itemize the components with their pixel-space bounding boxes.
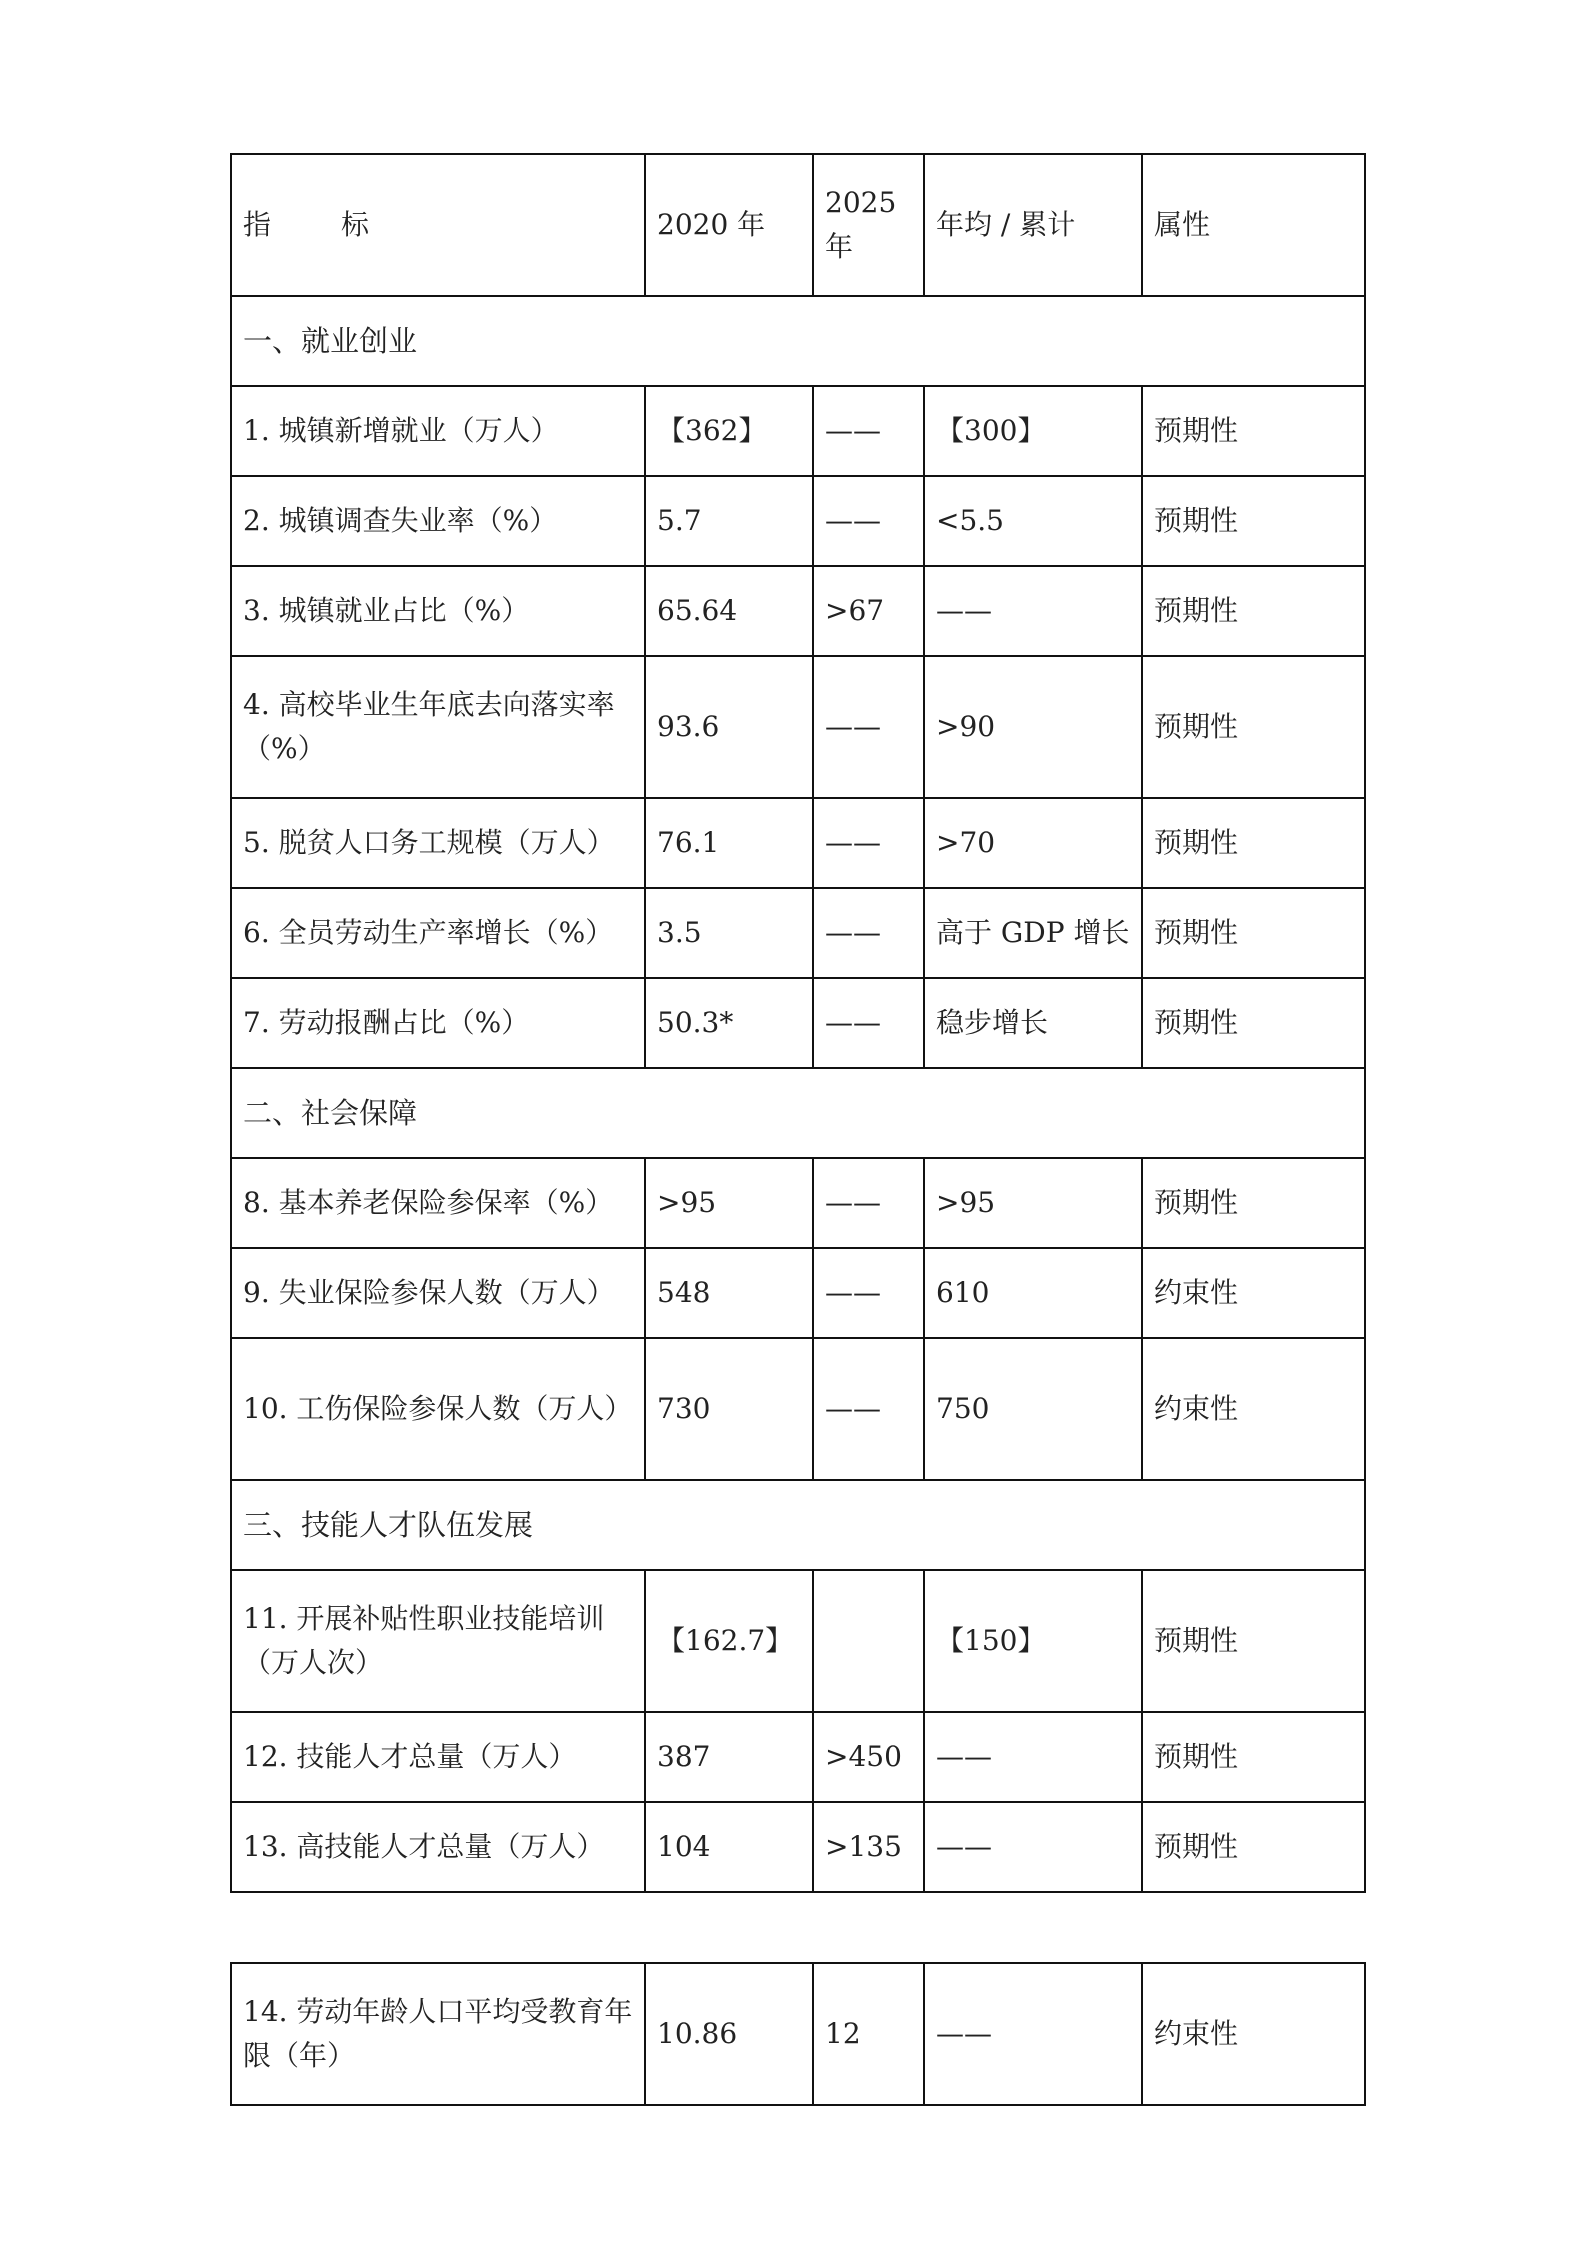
table-row — [231, 476, 1365, 566]
table-row — [231, 798, 1365, 888]
row-annual-value: <5.5 — [924, 476, 1142, 566]
indicator-table-continued — [230, 1962, 1366, 2106]
row-2020-value: 76.1 — [645, 798, 813, 888]
row-attribute: 预期性 — [1142, 386, 1365, 476]
row-annual-value: —— — [924, 566, 1142, 656]
section-row — [231, 1068, 1365, 1158]
row-2020-value: 10.86 — [645, 1963, 813, 2105]
row-indicator-name: 2. 城镇调查失业率（%） — [231, 476, 645, 566]
indicator-table — [230, 153, 1366, 1893]
row-annual-value: —— — [924, 1963, 1142, 2105]
row-2020-value: 104 — [645, 1802, 813, 1892]
row-attribute: 约束性 — [1142, 1338, 1365, 1480]
table-row — [231, 1570, 1365, 1712]
row-2020-value: 93.6 — [645, 656, 813, 798]
row-annual-value: —— — [924, 1712, 1142, 1802]
row-attribute: 预期性 — [1142, 1802, 1365, 1892]
row-annual-value: 610 — [924, 1248, 1142, 1338]
table-row — [231, 1963, 1365, 2105]
row-2025-value: 12 — [813, 1963, 924, 2105]
table-row — [231, 888, 1365, 978]
row-annual-value: >90 — [924, 656, 1142, 798]
row-2025-value: —— — [813, 888, 924, 978]
row-2025-value: >135 — [813, 1802, 924, 1892]
section-row — [231, 1480, 1365, 1570]
row-indicator-name: 11. 开展补贴性职业技能培训（万人次） — [231, 1570, 645, 1712]
row-annual-value: 【300】 — [924, 386, 1142, 476]
row-indicator-name: 7. 劳动报酬占比（%） — [231, 978, 645, 1068]
row-attribute: 约束性 — [1142, 1248, 1365, 1338]
row-2025-value — [813, 1570, 924, 1712]
row-attribute: 预期性 — [1142, 476, 1365, 566]
table-row — [231, 1248, 1365, 1338]
row-indicator-name: 5. 脱贫人口务工规模（万人） — [231, 798, 645, 888]
table-row — [231, 386, 1365, 476]
row-2020-value: 【362】 — [645, 386, 813, 476]
row-2025-value: —— — [813, 1158, 924, 1248]
row-2020-value: 65.64 — [645, 566, 813, 656]
header-2020: 2020 年 — [645, 154, 813, 296]
row-indicator-name: 6. 全员劳动生产率增长（%） — [231, 888, 645, 978]
section-row — [231, 296, 1365, 386]
table-row — [231, 656, 1365, 798]
header-indicator — [231, 154, 645, 296]
row-2025-value: —— — [813, 1248, 924, 1338]
row-2025-value: —— — [813, 798, 924, 888]
row-attribute: 预期性 — [1142, 1712, 1365, 1802]
row-indicator-name: 10. 工伤保险参保人数（万人） — [231, 1338, 645, 1480]
row-2020-value: 3.5 — [645, 888, 813, 978]
row-indicator-name: 1. 城镇新增就业（万人） — [231, 386, 645, 476]
row-2025-value: —— — [813, 1338, 924, 1480]
table-row — [231, 1712, 1365, 1802]
table-row — [231, 978, 1365, 1068]
row-2025-value: >67 — [813, 566, 924, 656]
table-row — [231, 1338, 1365, 1480]
table-row — [231, 1158, 1365, 1248]
row-annual-value: 【150】 — [924, 1570, 1142, 1712]
row-2025-value: >450 — [813, 1712, 924, 1802]
row-indicator-name: 8. 基本养老保险参保率（%） — [231, 1158, 645, 1248]
row-indicator-name: 3. 城镇就业占比（%） — [231, 566, 645, 656]
table-header-row — [231, 154, 1365, 296]
row-annual-value: 750 — [924, 1338, 1142, 1480]
row-2020-value: 【162.7】 — [645, 1570, 813, 1712]
row-2020-value: 387 — [645, 1712, 813, 1802]
row-annual-value: >70 — [924, 798, 1142, 888]
row-2025-value: —— — [813, 476, 924, 566]
row-indicator-name: 4. 高校毕业生年底去向落实率（%） — [231, 656, 645, 798]
row-2020-value: 5.7 — [645, 476, 813, 566]
row-2025-value: —— — [813, 656, 924, 798]
row-attribute: 预期性 — [1142, 1570, 1365, 1712]
row-annual-value: >95 — [924, 1158, 1142, 1248]
row-attribute: 约束性 — [1142, 1963, 1365, 2105]
header-indicator-char-2: 标 — [341, 208, 370, 241]
table-row — [231, 566, 1365, 656]
header-annual-cumulative: 年均 / 累计 — [924, 154, 1142, 296]
row-2020-value: 50.3* — [645, 978, 813, 1068]
row-attribute: 预期性 — [1142, 1158, 1365, 1248]
row-indicator-name: 14. 劳动年龄人口平均受教育年限（年） — [231, 1963, 645, 2105]
row-annual-value: —— — [924, 1802, 1142, 1892]
section-title-skilled-talent: 三、技能人才队伍发展 — [231, 1480, 1365, 1570]
header-indicator-char-1: 指 — [243, 208, 272, 241]
row-2020-value: 730 — [645, 1338, 813, 1480]
section-title-employment: 一、就业创业 — [231, 296, 1365, 386]
row-attribute: 预期性 — [1142, 978, 1365, 1068]
row-2025-value: —— — [813, 386, 924, 476]
header-attribute: 属性 — [1142, 154, 1365, 296]
row-attribute: 预期性 — [1142, 888, 1365, 978]
row-attribute: 预期性 — [1142, 656, 1365, 798]
section-title-social-security: 二、社会保障 — [231, 1068, 1365, 1158]
table-row — [231, 1802, 1365, 1892]
row-2020-value: 548 — [645, 1248, 813, 1338]
header-2025: 2025 年 — [813, 154, 924, 296]
row-2020-value: >95 — [645, 1158, 813, 1248]
row-2025-value: —— — [813, 978, 924, 1068]
row-attribute: 预期性 — [1142, 798, 1365, 888]
row-indicator-name: 9. 失业保险参保人数（万人） — [231, 1248, 645, 1338]
row-annual-value: 稳步增长 — [924, 978, 1142, 1068]
row-indicator-name: 13. 高技能人才总量（万人） — [231, 1802, 645, 1892]
row-annual-value: 高于 GDP 增长 — [924, 888, 1142, 978]
row-attribute: 预期性 — [1142, 566, 1365, 656]
row-indicator-name: 12. 技能人才总量（万人） — [231, 1712, 645, 1802]
